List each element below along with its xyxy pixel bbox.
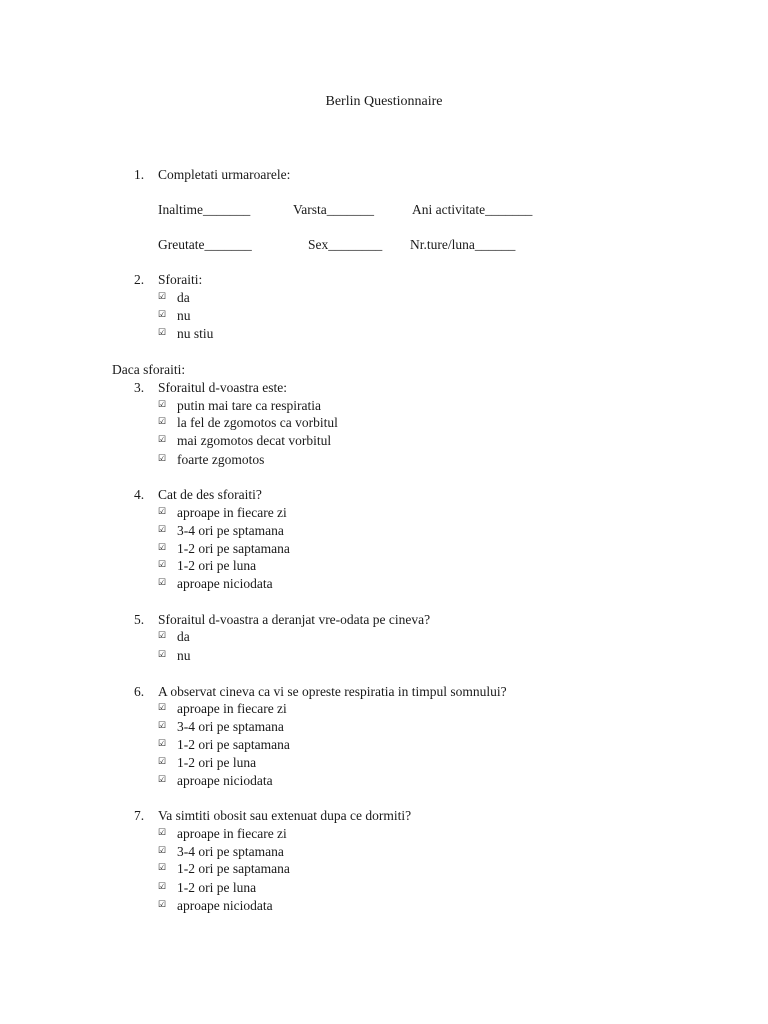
option-label: putin mai tare ca respiratia [177,398,321,413]
option-label: da [177,629,190,644]
option-checkbox[interactable] [158,773,273,789]
option-label: nu [177,648,191,663]
field-inaltime[interactable]: Inaltime_______ [158,202,251,217]
checkbox-icon: ☑ [158,453,166,463]
option-label: 1-2 ori pe luna [177,880,257,895]
checkbox-icon: ☑ [158,827,166,837]
option-checkbox[interactable] [158,880,256,896]
checkbox-icon: ☑ [158,702,166,712]
checkbox-icon: ☑ [158,434,166,444]
field-sex[interactable]: Sex________ [308,237,383,252]
field-ani-activitate[interactable]: Ani activitate_______ [412,202,533,217]
checkbox-icon: ☑ [158,862,166,872]
option-checkbox[interactable] [158,398,321,414]
option-checkbox[interactable] [158,844,284,860]
option-label: aproape in fiecare zi [177,826,287,841]
section-label: Daca sforaiti: [112,362,186,377]
question-2-text: Sforaiti: [158,272,203,287]
option-label: aproape in fiecare zi [177,701,287,716]
checkbox-icon: ☑ [158,416,166,426]
option-label: aproape niciodata [177,773,273,788]
question-2-number: 2. [134,272,145,287]
option-label: 1-2 ori pe saptamana [177,737,290,752]
option-label: da [177,290,190,305]
checkbox-icon: ☑ [158,881,166,891]
option-checkbox[interactable] [158,755,256,771]
field-nr-ture-luna[interactable]: Nr.ture/luna______ [410,237,516,252]
option-checkbox[interactable] [158,719,284,735]
option-checkbox[interactable] [158,558,256,574]
checkbox-icon: ☑ [158,649,166,659]
checkbox-icon: ☑ [158,720,166,730]
question-3-text: Sforaitul d-voastra este: [158,380,287,395]
page-title: Berlin Questionnaire [325,94,443,109]
option-checkbox[interactable] [158,826,287,842]
question-7-text: Va simtiti obosit sau extenuat dupa ce dormiti? [158,808,412,823]
question-6-text: A observat cineva ca vi se opreste respiratia in timpul somnului? [158,684,507,699]
option-label: aproape niciodata [177,576,273,591]
option-label: 1-2 ori pe luna [177,755,257,770]
checkbox-icon: ☑ [158,774,166,784]
checkbox-icon: ☑ [158,559,166,569]
checkbox-icon: ☑ [158,899,166,909]
checkbox-icon: ☑ [158,542,166,552]
question-7-number: 7. [134,808,145,823]
question-3-number: 3. [134,380,145,395]
option-label: aproape niciodata [177,898,273,913]
option-checkbox[interactable] [158,898,273,914]
option-label: 3-4 ori pe sptamana [177,844,284,859]
checkbox-icon: ☑ [158,756,166,766]
option-checkbox[interactable] [158,505,287,521]
checkbox-icon: ☑ [158,630,166,640]
option-label: nu [177,308,191,323]
question-4-number: 4. [134,487,145,502]
question-6-number: 6. [134,684,145,699]
option-label: 1-2 ori pe saptamana [177,861,290,876]
checkbox-icon: ☑ [158,524,166,534]
field-greutate[interactable]: Greutate_______ [158,237,252,252]
option-checkbox[interactable] [158,861,290,877]
question-1-number: 1. [134,167,145,182]
option-checkbox[interactable] [158,541,290,557]
checkbox-icon: ☑ [158,309,166,319]
option-checkbox[interactable] [158,452,264,468]
question-4-text: Cat de des sforaiti? [158,487,262,502]
option-label: foarte zgomotos [177,452,265,467]
option-label: mai zgomotos decat vorbitul [177,433,332,448]
option-label: 3-4 ori pe sptamana [177,523,284,538]
question-1-text: Completati urmaroarele: [158,167,291,182]
checkbox-icon: ☑ [158,506,166,516]
option-checkbox[interactable] [158,576,273,592]
option-label: 1-2 ori pe luna [177,558,257,573]
option-checkbox[interactable] [158,648,191,664]
option-label: nu stiu [177,326,214,341]
option-checkbox[interactable] [158,523,284,539]
field-varsta[interactable]: Varsta_______ [293,202,374,217]
checkbox-icon: ☑ [158,327,166,337]
option-label: aproape in fiecare zi [177,505,287,520]
question-5-text: Sforaitul d-voastra a deranjat vre-odata pe cineva? [158,612,431,627]
checkbox-icon: ☑ [158,845,166,855]
checkbox-icon: ☑ [158,399,166,409]
option-checkbox[interactable] [158,701,287,717]
option-checkbox[interactable] [158,629,190,645]
option-label: la fel de zgomotos ca vorbitul [177,415,338,430]
option-checkbox[interactable] [158,326,213,342]
checkbox-icon: ☑ [158,738,166,748]
question-5-number: 5. [134,612,145,627]
option-checkbox[interactable] [158,433,331,449]
option-checkbox[interactable] [158,415,338,431]
checkbox-icon: ☑ [158,291,166,301]
option-checkbox[interactable] [158,290,190,306]
option-checkbox[interactable] [158,737,290,753]
checkbox-icon: ☑ [158,577,166,587]
option-label: 3-4 ori pe sptamana [177,719,284,734]
option-checkbox[interactable] [158,308,191,324]
option-label: 1-2 ori pe saptamana [177,541,290,556]
